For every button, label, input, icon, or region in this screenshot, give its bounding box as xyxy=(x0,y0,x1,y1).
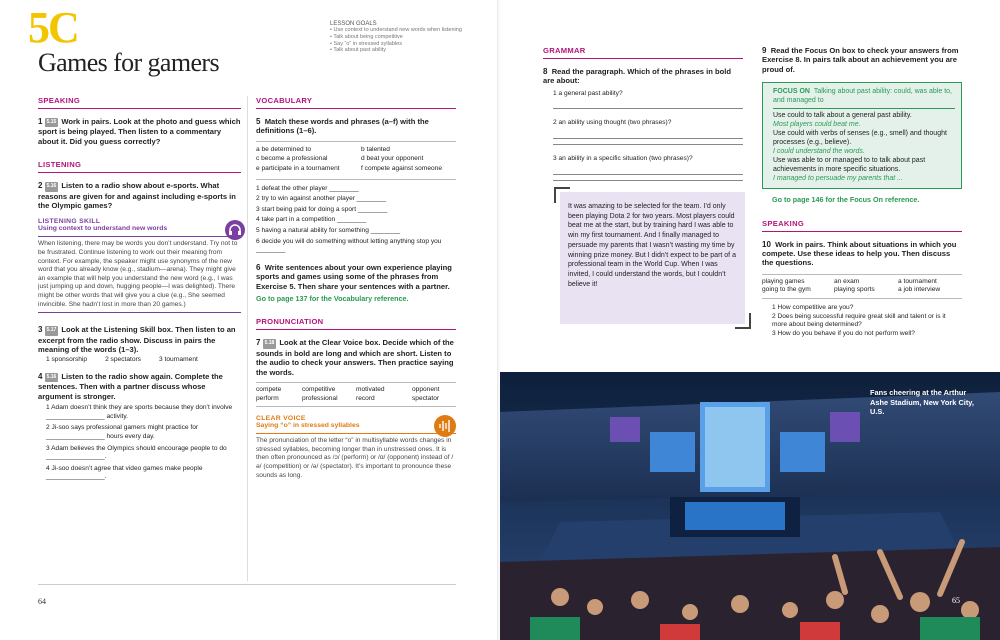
exercise-4: 4 5.16 Listen to the radio show again. Complete the sentences. Then with a partner discuss whose argument is stronger. xyxy=(38,372,223,401)
grammar-paragraph: It was amazing to be selected for the team. I’d only been playing Dota 2 for two years. Most players could beat me at the start, but by training hard I was able to win my first tournament. And I finally managed to persuade my parents that I wasn’t wasting my time by winning prize money. But I didn’t expect to be part of a professional team in the World Cup. When I was invited, I could understand the words, but I couldn’t believe it! xyxy=(568,203,736,288)
vocab-definitions xyxy=(256,185,456,255)
page-number-right: 65 xyxy=(952,596,960,605)
list-item: 2 try to win against another player ________ xyxy=(256,195,387,203)
vocabulary-heading: VOCABULARY xyxy=(256,96,313,105)
clear-voice-box xyxy=(256,415,456,480)
audio-track-icon[interactable]: 5.15 xyxy=(45,118,59,127)
grammar-heading: GRAMMAR xyxy=(543,46,586,55)
focus-on-box xyxy=(762,82,962,189)
vocab-reference-link[interactable]: Go to page 137 for the Vocabulary reference. xyxy=(256,293,409,303)
speaking-questions xyxy=(772,304,962,338)
goal-item: • Use context to understand new words when listening xyxy=(330,27,462,33)
pronunciation-words: compete competitive motivated opponent perform professional record spectator xyxy=(256,386,440,402)
list-item: 3 Adam believes the Olympics should encourage people to do ________________. xyxy=(46,444,227,461)
exercise-3: 3 5.17 Look at the Listening Skill box. Then listen to an excerpt from the radio show. Discuss in pairs the meaning of the words (1–3). xyxy=(38,325,236,354)
paragraph-box xyxy=(560,192,745,324)
list-item: 1 a general past ability? xyxy=(553,89,623,97)
list-item: 2 Ji-soo says professional gamers might practice for ________________ hours every day. xyxy=(46,424,199,440)
exercise-8: 8 Read the paragraph. Which of the phrases in bold are about: xyxy=(543,67,732,86)
exercise-4-items xyxy=(46,404,241,482)
lesson-goals xyxy=(330,21,470,54)
sound-wave-icon xyxy=(434,415,456,437)
listening-skill-heading: LISTENING SKILL xyxy=(38,218,101,226)
focus-on-body: Use could to talk about a general past ability. Most players could beat me. Use could with verbs of senses (e.g., smell) and thought processes (e.g., believe). I could understand the words. Use was able to or managed to to talk about past achievements in more specific situations. I managed to persuade my parents that ... xyxy=(773,112,947,183)
audio-track-icon[interactable]: 5.16 xyxy=(45,182,59,191)
list-item: 4 take part in a competition ________ xyxy=(256,216,367,224)
focus-on-label: FOCUS ON xyxy=(773,88,810,96)
listening-heading: LISTENING xyxy=(38,160,82,170)
list-item: 3 start being paid for doing a sport ________ xyxy=(256,205,388,213)
listening-skill-body: When listening, there may be words you don’t understand. Try not to be frustrated. Continue listening to work out their meaning from context. For example, the speaker might use synonyms of the new word that you already know (e.g., stadium—arena). They might give an example that will help you understand the new word (e.g., I was just jumping up and down, hugging people—I was delighted). There might be other words that will give you a clue (e.g., She seemed invincible. She hadn’t lost in more than 20 games.) xyxy=(38,240,238,308)
pronunciation-heading: PRONUNCIATION xyxy=(256,317,324,327)
page-number-left: 64 xyxy=(38,597,46,606)
exercise-9: 9 Read the Focus On box to check your answers from Exercise 8. In pairs talk about an achievement you are proud of. xyxy=(762,46,959,74)
right-column xyxy=(762,46,962,338)
speaking2-heading: SPEAKING xyxy=(762,218,805,228)
photo-caption: Fans cheering at the Arthur Ashe Stadium, New York City, U.S. xyxy=(870,388,974,417)
exercise-5: 5 Match these words and phrases (a–f) with the definitions (1–6). xyxy=(256,117,429,136)
listening-skill-subheading: Using context to understand new words xyxy=(38,225,168,233)
list-item: 5 having a natural ability for something ________ xyxy=(256,226,401,234)
vocab-column xyxy=(256,96,456,480)
left-column xyxy=(38,96,241,482)
column-divider xyxy=(247,96,248,581)
audio-track-icon[interactable]: 5.17 xyxy=(45,326,59,335)
exercise-10: 10 Work in pairs. Think about situations in which you compete. Use these ideas to help you. Then discuss the questions. xyxy=(762,239,957,268)
headphones-icon xyxy=(225,220,245,240)
goal-item: • Say “o” in stressed syllables xyxy=(330,40,402,47)
exercise-7: 7 5.18 Look at the Clear Voice box. Decide which of the sounds in bold are long and which are short. Listen to the audio to check your answers. Then practice saying the words. xyxy=(256,338,454,377)
speaking-heading: SPEAKING xyxy=(38,96,81,105)
list-item: 4 Ji-soo doesn’t agree that video games make people ________________. xyxy=(46,464,203,481)
listening-skill-box xyxy=(38,218,241,313)
clear-voice-body: The pronunciation of the letter “o” in multisyllable words changes in stressed syllables, becoming longer than in unstressed ones. It is then often pronounced as /ɔ/ (perform) or /ɑ/ (opponent) instead of /ə/ (competition) or /ə/ (spectator). It’s important to pronounce these sounds as long. xyxy=(256,437,454,479)
list-item: 1 defeat the other player ________ xyxy=(256,184,359,192)
left-page xyxy=(0,0,498,640)
focus-on-reference-link[interactable]: Go to page 146 for the Focus On reference. xyxy=(772,195,920,205)
right-page xyxy=(500,0,1000,640)
lesson-code: 5C xyxy=(28,3,78,52)
stadium-photo xyxy=(500,372,1000,640)
left-bottom-rule xyxy=(38,584,456,585)
list-item: 1 How competitive are you? xyxy=(772,304,854,312)
list-item: 2 an ability using thought (two phrases)? xyxy=(553,119,672,127)
speaking-ideas: playing games an exam a tournament going to the gym playing sports a job interview xyxy=(762,277,941,294)
lesson-goals-heading: LESSON GOALS xyxy=(330,21,377,27)
audio-track-icon[interactable]: 5.16 xyxy=(45,373,59,382)
exercise-8-items xyxy=(553,90,743,181)
clear-voice-subheading: Saying “o” in stressed syllables xyxy=(256,422,360,430)
list-item: 2 Does being successful require great skill and talent or is it more about being determined? xyxy=(772,312,946,329)
exercise-6: 6 Write sentences about your own experience playing sports and games using some of the phrases from Exercise 5. Then share your sentences with a partner. xyxy=(256,262,452,291)
list-item: 3 an ability in a specific situation (two phrases)? xyxy=(553,155,693,162)
list-item: 1 Adam doesn’t think they are sports because they don’t involve ________________ activity. xyxy=(46,404,233,420)
list-item: 3 How do you behave if you do not perform well? xyxy=(772,329,915,337)
grammar-column xyxy=(543,46,743,181)
goal-item: • Talk about past ability xyxy=(330,47,386,54)
focus-on-title: Talking about past ability: could, was able to, and managed to xyxy=(773,88,952,105)
lesson-title: Games for gamers xyxy=(38,48,219,77)
exercise-1: 1 5.15 Work in pairs. Look at the photo and guess which sport is being played. Then listen to a commentary about it. Did you guess correctly? xyxy=(38,117,241,146)
audio-track-icon[interactable]: 5.18 xyxy=(263,339,277,348)
list-item: 6 decide you will do something without letting anything stop you ________ xyxy=(256,237,442,254)
goal-item: • Talk about being competitive xyxy=(330,33,403,40)
vocab-options: a be determined to b talented c become a professional d beat your opponent e participate in a tournament f compete against someone xyxy=(256,145,443,172)
exercise-2: 2 5.16 Listen to a radio show about e-sports. What reasons are given for and against including e-sports in the Olympic games? xyxy=(38,181,236,211)
exercise-3-words: 1 sponsorship 2 spectators 3 tournament xyxy=(46,356,198,364)
clear-voice-heading: CLEAR VOICE xyxy=(256,415,306,423)
